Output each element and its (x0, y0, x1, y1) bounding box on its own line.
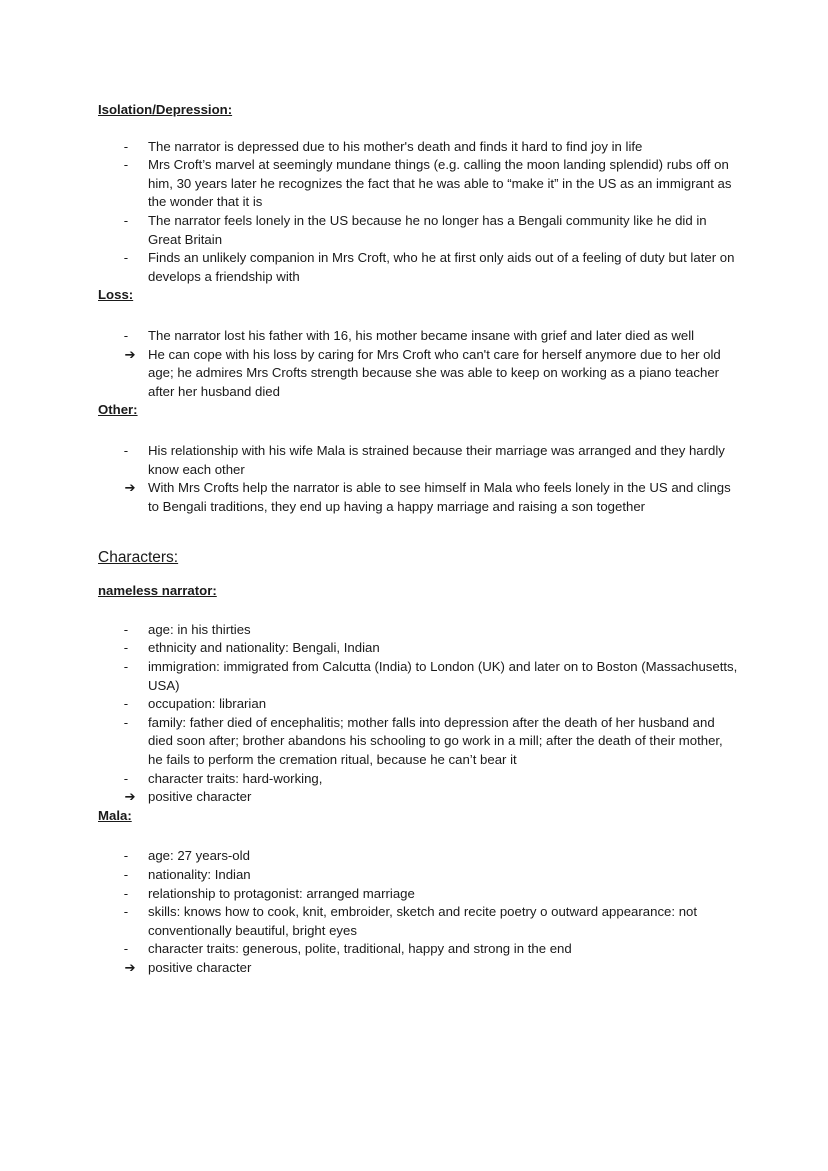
list-item (98, 940, 738, 959)
list-item (98, 903, 738, 940)
dash-bullet-icon: - (123, 640, 129, 656)
section-nameless-narrator (98, 582, 738, 807)
themes-section (98, 101, 738, 516)
list-item (98, 866, 738, 885)
list-item-text: His relationship with his wife Mala is strained because their marriage was arranged and they hardly know each other (148, 442, 725, 477)
dash-bullet-icon: - (123, 770, 129, 786)
dash-bullet-icon: - (123, 941, 129, 957)
dash-bullet-icon: - (123, 621, 129, 637)
section-heading: Other: (98, 402, 138, 418)
dash-bullet-icon: - (123, 848, 129, 864)
list-item (98, 346, 738, 402)
list-item-text: skills: knows how to cook, knit, embroider, sketch and recite poetry o outward appearance: not conventionally beautiful, bright eyes (148, 904, 698, 938)
dash-bullet-icon: - (123, 157, 129, 173)
list-item (98, 442, 738, 479)
list-item (98, 327, 738, 346)
list-item (98, 639, 738, 658)
bullet-list (98, 138, 738, 287)
list-item-text: The narrator is depressed due to his mother's death and finds it hard to find joy in life (148, 138, 643, 154)
list-item (98, 658, 738, 695)
list-item (98, 959, 738, 978)
arrow-bullet-icon: ➔ (124, 789, 136, 805)
section-isolation-depression (98, 101, 738, 286)
list-item-text: age: in his thirties (148, 621, 251, 637)
section-heading: Isolation/Depression: (98, 102, 233, 117)
dash-bullet-icon: - (123, 714, 129, 730)
list-item (98, 788, 738, 807)
list-item-text: nationality: Indian (148, 867, 251, 882)
bullet-list (98, 847, 738, 977)
section-heading: nameless narrator: (98, 583, 217, 599)
list-item-text: family: father died of encephalitis; mother falls into depression after the death of her husband and died soon after; brother abandons his schooling to go work in a mill; after the death of their mother, he fails to perform the cremation ritual, because he can’t bear it (148, 714, 723, 768)
list-item (98, 885, 738, 904)
dash-bullet-icon: - (123, 696, 129, 712)
list-item-text: Mrs Croft’s marvel at seemingly mundane things (e.g. calling the moon landing splendid) rubs off on him, 30 years later he recognizes the fact that he was able to “make it” in the US as an immigrant as the wonder that it is (148, 157, 732, 210)
bullet-list (98, 327, 738, 401)
list-item (98, 479, 738, 516)
list-item-text: character traits: hard-working, (148, 770, 323, 786)
list-item-text: With Mrs Crofts help the narrator is able to see himself in Mala who feels lonely in the US and clings to Bengali traditions, they end up having a happy marriage and raising a son together (148, 480, 731, 514)
dash-bullet-icon: - (123, 659, 129, 675)
dash-bullet-icon: - (123, 327, 129, 343)
dash-bullet-icon: - (123, 885, 129, 901)
list-item-text: The narrator feels lonely in the US because he no longer has a Bengali community like he did in Great Britain (148, 212, 707, 247)
list-item-text: positive character (148, 789, 252, 805)
dash-bullet-icon: - (123, 904, 129, 920)
list-item-text: The narrator lost his father with 16, his mother became insane with grief and later died as well (148, 327, 695, 343)
dash-bullet-icon: - (123, 212, 129, 228)
list-item-text: He can cope with his loss by caring for Mrs Croft who can't care for herself anymore due to her old age; he admires Mrs Crofts strength because she was able to keep on working as a piano teacher after her husband died (148, 346, 721, 399)
list-item-text: immigration: immigrated from Calcutta (India) to London (UK) and later on to Boston (Massachusetts, USA) (148, 659, 738, 693)
list-item (98, 138, 738, 157)
list-item-text: age: 27 years-old (148, 848, 250, 864)
section-other (98, 401, 738, 516)
bullet-list (98, 621, 738, 807)
list-item-text: positive character (148, 959, 252, 975)
list-item-text: relationship to protagonist: arranged marriage (148, 885, 415, 901)
list-item (98, 770, 738, 789)
list-item-text: occupation: librarian (148, 696, 267, 712)
characters-section (98, 582, 738, 977)
characters-heading: Characters: (98, 549, 179, 567)
section-mala (98, 807, 738, 978)
arrow-bullet-icon: ➔ (124, 480, 136, 496)
list-item (98, 212, 738, 249)
list-item (98, 156, 738, 212)
list-item (98, 695, 738, 714)
list-item-text: Finds an unlikely companion in Mrs Croft, who he at first only aids out of a feeling of duty but later on develops a friendship with (148, 250, 735, 284)
list-item-text: ethnicity and nationality: Bengali, Indian (148, 640, 380, 656)
arrow-bullet-icon: ➔ (124, 959, 136, 975)
arrow-bullet-icon: ➔ (124, 346, 136, 362)
list-item (98, 621, 738, 640)
section-heading: Mala: (98, 807, 132, 823)
section-loss (98, 286, 738, 401)
list-item (98, 249, 738, 286)
list-item-text: character traits: generous, polite, traditional, happy and strong in the end (148, 941, 572, 957)
dash-bullet-icon: - (123, 442, 129, 458)
list-item (98, 847, 738, 866)
dash-bullet-icon: - (123, 250, 129, 266)
section-heading: Loss: (98, 287, 134, 303)
bullet-list (98, 442, 738, 516)
list-item (98, 714, 738, 770)
dash-bullet-icon: - (123, 138, 129, 154)
dash-bullet-icon: - (123, 867, 129, 882)
